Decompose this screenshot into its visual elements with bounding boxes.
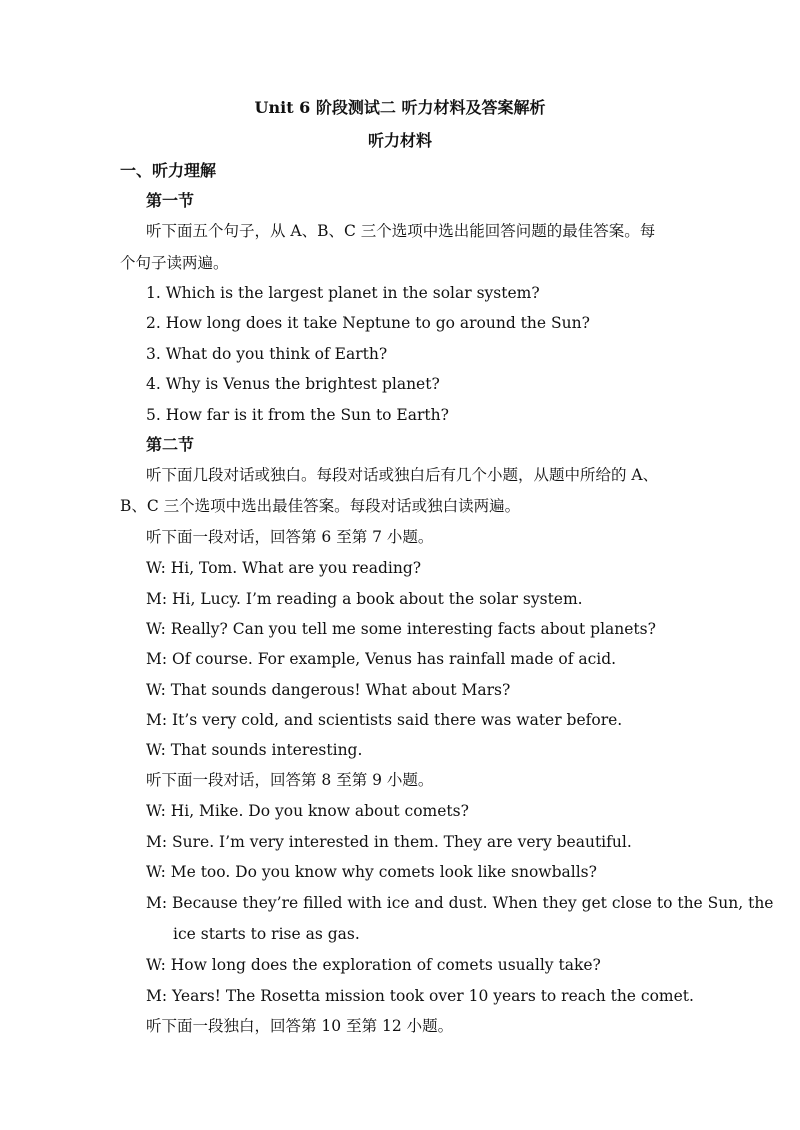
dialogue-line-cont: ice starts to rise as gas. (173, 925, 360, 943)
dialogue-intro: 听下面一段对话，回答第 8 至第 9 小题。 (146, 771, 434, 789)
dialogue-intro: 听下面一段对话，回答第 6 至第 7 小题。 (146, 528, 434, 546)
dialogue-line: M: Hi, Lucy. I’m reading a book about the solar system. (146, 590, 583, 608)
dialogue-line: M: It’s very cold, and scientists said there was water before. (146, 711, 623, 729)
dialogue-line: W: How long does the exploration of comets usually take? (146, 956, 601, 974)
part1-instruction: 听下面五个句子，从 A、B、C 三个选项中选出能回答问题的最佳答案。每 (146, 222, 656, 240)
dialogue-line: M: Because they’re filled with ice and dust. When they get close to the Sun, the (146, 894, 774, 912)
part1-heading: 第一节 (146, 191, 195, 210)
dialogue-line: M: Of course. For example, Venus has rainfall made of acid. (146, 650, 617, 668)
question-item: 1. Which is the largest planet in the solar system? (146, 284, 540, 302)
dialogue-line: W: Me too. Do you know why comets look like snowballs? (146, 863, 597, 881)
dialogue-line: M: Sure. I’m very interested in them. They are very beautiful. (146, 833, 632, 851)
question-item: 5. How far is it from the Sun to Earth? (146, 406, 449, 424)
dialogue-line: W: That sounds dangerous! What about Mars? (146, 681, 511, 699)
question-item: 2. How long does it take Neptune to go around the Sun? (146, 314, 590, 332)
section-heading: 一、听力理解 (120, 161, 217, 180)
part2-heading: 第二节 (146, 435, 195, 454)
dialogue-line: W: Hi, Mike. Do you know about comets? (146, 802, 469, 820)
question-item: 4. Why is Venus the brightest planet? (146, 375, 440, 393)
document-title: Unit 6 阶段测试二 听力材料及答案解析 (254, 98, 546, 117)
monologue-intro: 听下面一段独白，回答第 10 至第 12 小题。 (146, 1017, 454, 1035)
dialogue-line: M: Years! The Rosetta mission took over 10 years to reach the comet. (146, 987, 694, 1005)
dialogue-line: W: That sounds interesting. (146, 741, 363, 759)
document-subtitle: 听力材料 (367, 131, 432, 150)
dialogue-line: W: Really? Can you tell me some interesting facts about planets? (146, 620, 656, 638)
part2-instruction: 听下面几段对话或独白。每段对话或独白后有几个小题，从题中所给的 A、 (146, 466, 659, 484)
part1-instruction-cont: 个句子读两遍。 (120, 254, 229, 272)
question-item: 3. What do you think of Earth? (146, 345, 388, 363)
dialogue-line: W: Hi, Tom. What are you reading? (146, 559, 422, 577)
part2-instruction-cont: B、C 三个选项中选出最佳答案。每段对话或独白读两遍。 (120, 497, 521, 515)
